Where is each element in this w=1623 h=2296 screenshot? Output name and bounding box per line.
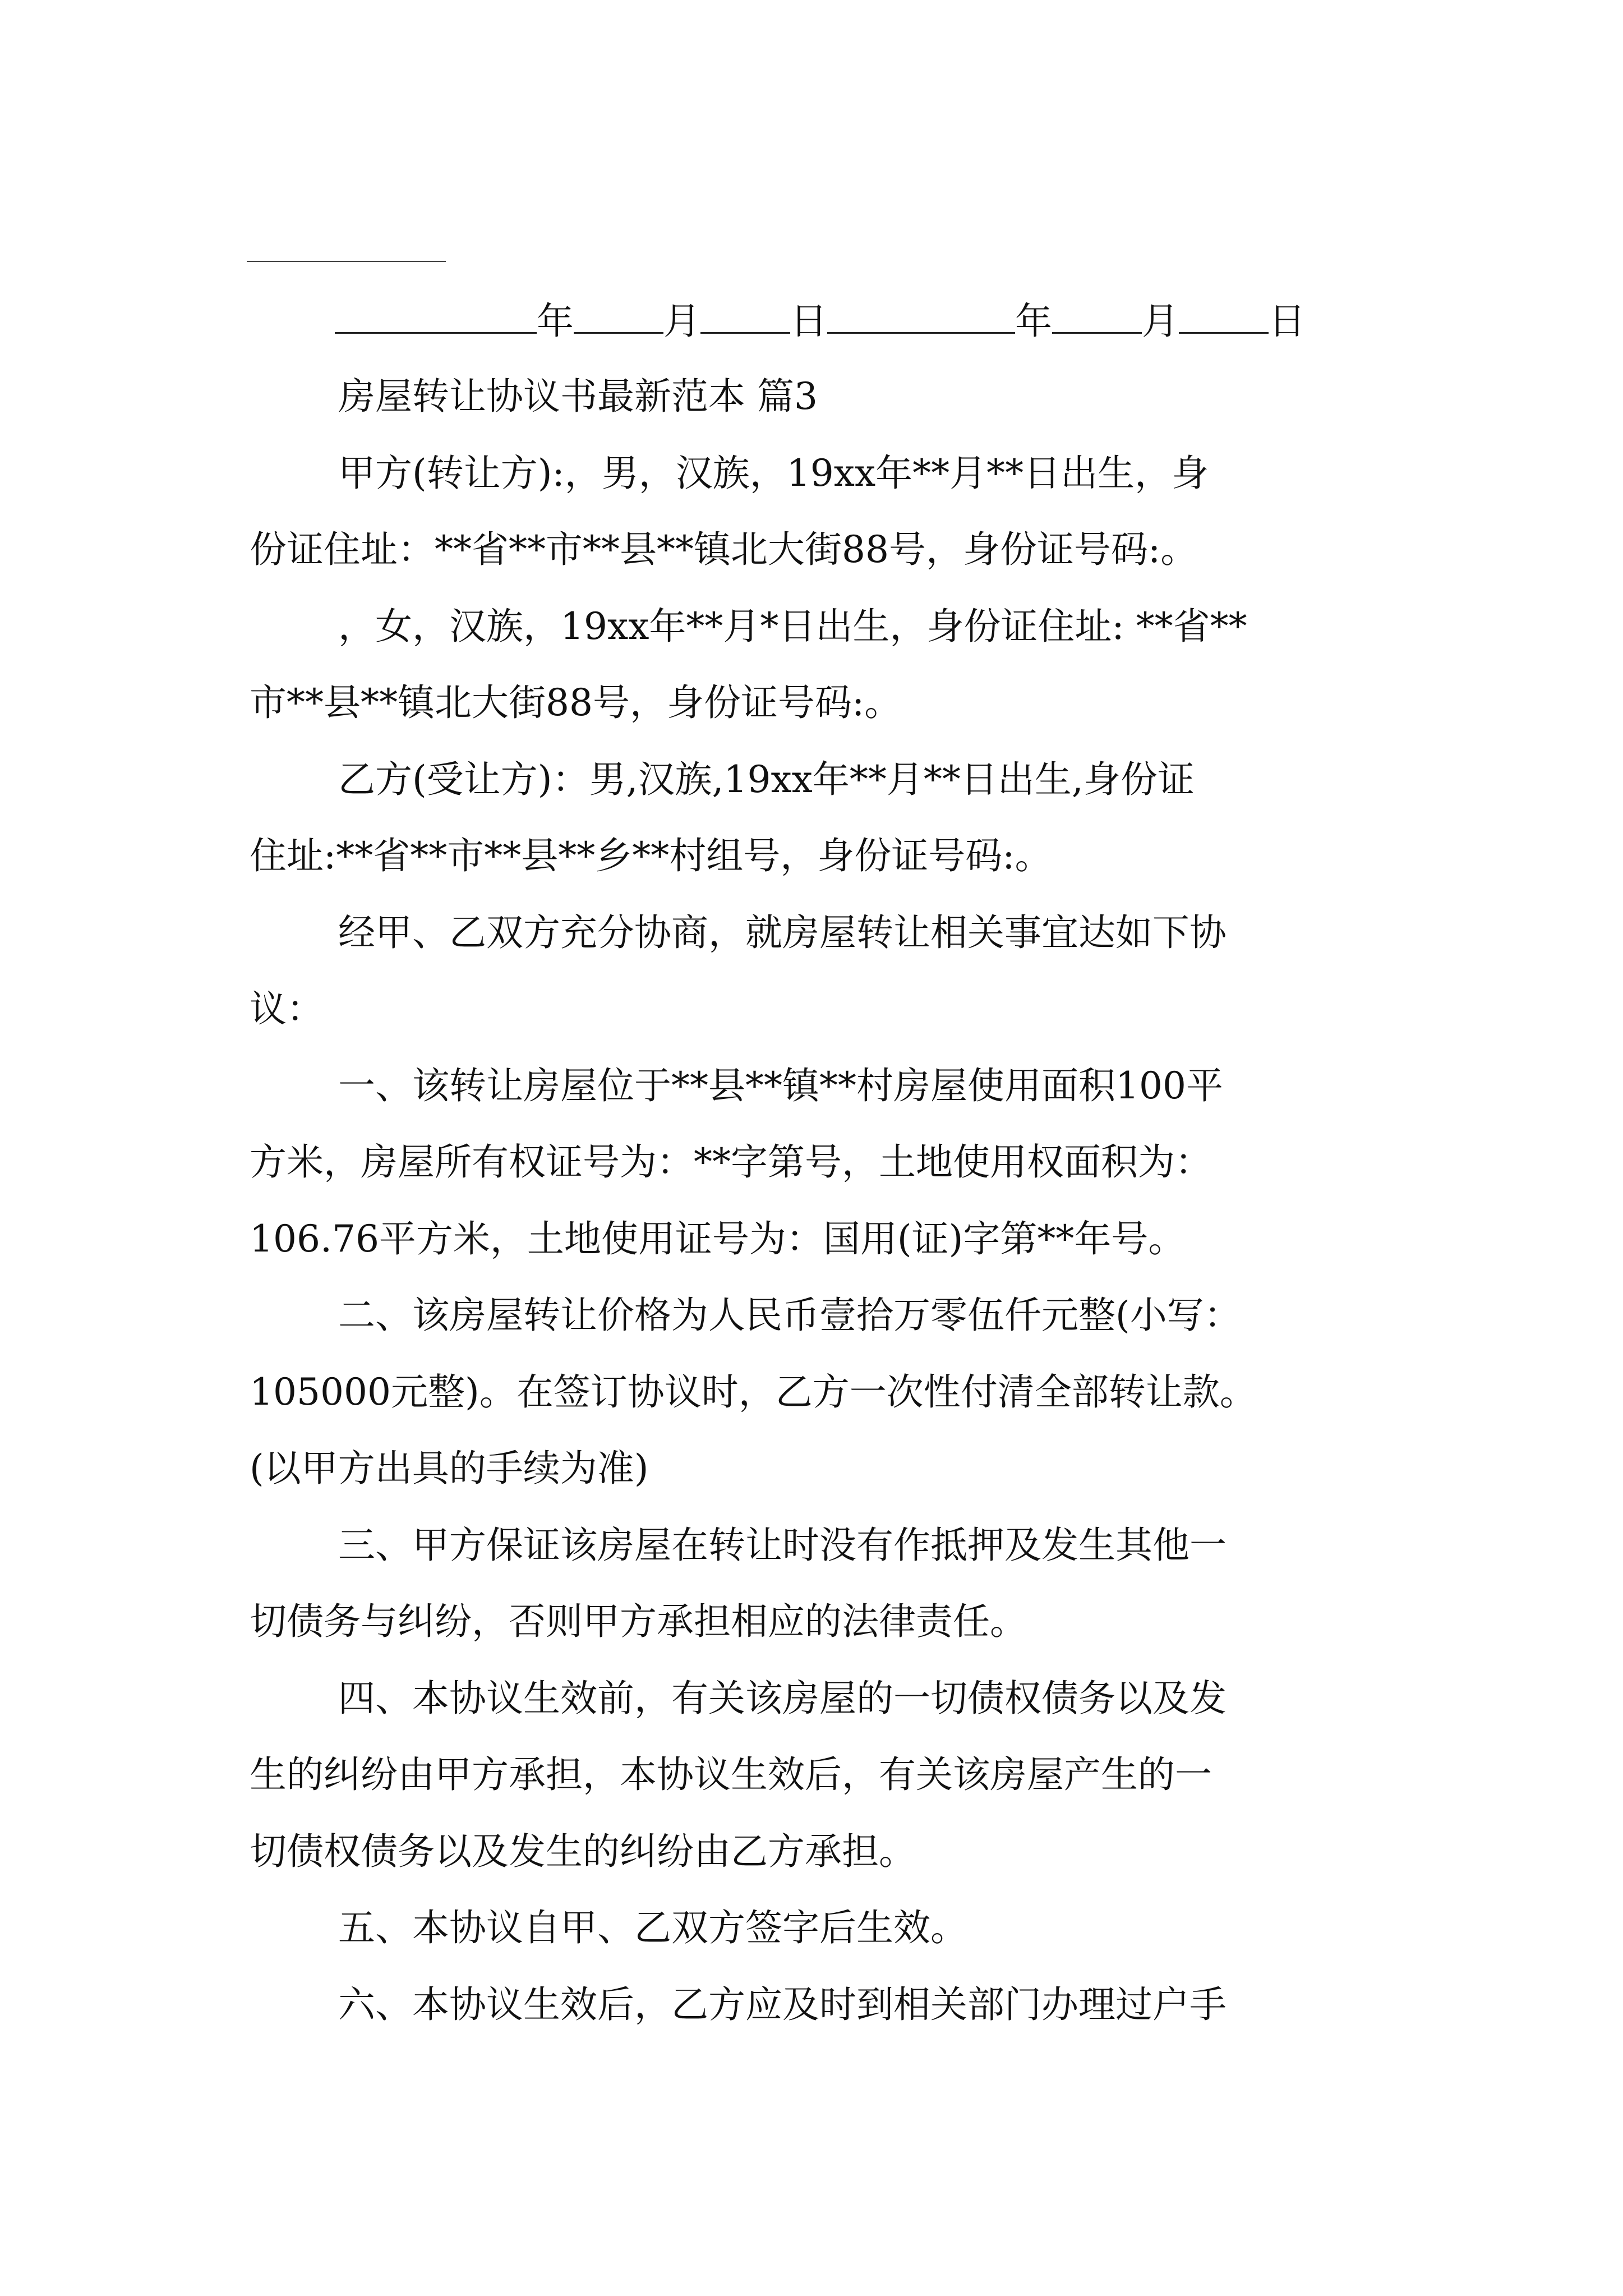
clause-1-line: 106.76平方米，土地使用证号为：国用(证)字第**年号。: [250, 1217, 1186, 1260]
signature-date-line: [335, 296, 1456, 347]
year-blank: [827, 298, 1015, 334]
month-blank: [1052, 298, 1142, 334]
clause-6-line: 六、本协议生效后，乙方应及时到相关部门办理过户手: [338, 1983, 1227, 2026]
year-label: 年: [1015, 300, 1052, 343]
day-blank: [700, 298, 790, 334]
day-label: 日: [790, 300, 827, 343]
month-blank: [574, 298, 663, 334]
party-a-spouse-line: 市**县**镇北大街88号，身份证号码:。: [250, 681, 902, 724]
preamble-line: 议：: [250, 987, 324, 1030]
clause-4-line: 四、本协议生效前，有关该房屋的一切债权债务以及发: [338, 1677, 1227, 1720]
party-a-line: 甲方(转让方):，男，汉族，19xx年**月**日出生，身: [338, 452, 1209, 495]
clause-2-line: 105000元整)。在签订协议时，乙方一次性付清全部转让款。: [250, 1370, 1257, 1414]
clause-5-line: 五、本协议自甲、乙双方签字后生效。: [338, 1906, 967, 1949]
clause-2-line: 二、该房屋转让价格为人民币壹拾万零伍仟元整(小写：: [338, 1294, 1241, 1337]
clause-4-line: 切债权债务以及发生的纠纷由乙方承担。: [250, 1830, 916, 1873]
clause-3-line: 切债务与纠纷，否则甲方承担相应的法律责任。: [250, 1600, 1027, 1643]
clause-2-line: (以甲方出具的手续为准): [250, 1447, 649, 1490]
day-blank: [1179, 298, 1269, 334]
party-b-line: 住址:**省**市**县**乡**村组号，身份证号码:。: [250, 834, 1052, 877]
party-b-line: 乙方(受让方)：男,汉族,19xx年**月**日出生,身份证: [338, 758, 1195, 801]
party-a-spouse-line: ，女，汉族，19xx年**月*日出生，身份证住址: **省**: [338, 605, 1247, 648]
year-label: 年: [537, 300, 574, 343]
party-a-line: 份证住址：**省**市**县**镇北大街88号，身份证号码:。: [250, 528, 1198, 571]
month-label: 月: [663, 300, 700, 343]
month-label: 月: [1142, 300, 1179, 343]
clause-1-line: 一、该转让房屋位于**县**镇**村房屋使用面积100平: [338, 1064, 1223, 1107]
preamble-line: 经甲、乙双方充分协商，就房屋转让相关事宜达如下协: [338, 911, 1227, 954]
document-heading: 房屋转让协议书最新范本 篇3: [338, 375, 818, 418]
clause-3-line: 三、甲方保证该房屋在转让时没有作抵押及发生其他一: [338, 1524, 1227, 1567]
clause-1-line: 方米，房屋所有权证号为：**字第号，土地使用权面积为：: [250, 1140, 1212, 1184]
day-label: 日: [1269, 300, 1306, 343]
top-rule: [247, 261, 446, 262]
clause-4-line: 生的纠纷由甲方承担，本协议生效后，有关该房屋产生的一: [250, 1753, 1212, 1796]
year-blank: [335, 298, 537, 334]
